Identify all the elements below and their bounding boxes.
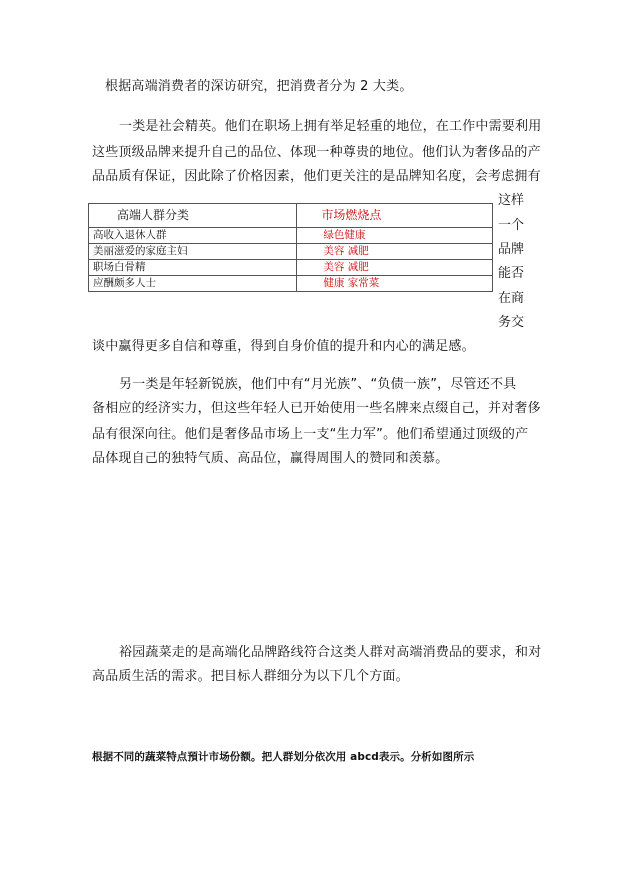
intro-text: 根据高端消费者的深访研究，把消费者分为 2 大类。 <box>105 79 413 94</box>
side-text-1: 这样 <box>498 193 525 208</box>
footer-note: 根据不同的蔬菜特点預计市场份额。把人群划分依次用 abcd表示。分析如图所示 <box>92 751 475 763</box>
table-cell-segment: 职场白骨精 <box>89 260 297 276</box>
table-row <box>89 276 493 292</box>
para3-line-1: 裕园蔬菜走的是高端化品牌路线符合这类人群对高端消费品的要求，和对 <box>119 645 542 660</box>
table-header-hotspot: 市场燃烧点 <box>297 204 493 228</box>
para2-line-2: 备相应的经济实力，但这些年轻人已开始使用一些名牌来点缀自己，并对奢侈 <box>92 401 541 416</box>
side-text-4: 能否 <box>498 266 525 281</box>
table-header-segment: 高端人群分类 <box>89 204 297 228</box>
para3-line-2: 高品质生活的需求。把目标人群细分为以下几个方面。 <box>92 669 409 684</box>
para2-line-3: 品有很深向往。他们是奢侈品市场上一支“生力军”。他们希望通过顶级的产 <box>92 427 529 442</box>
table-cell-segment: 美丽滋爱的家庭主妇 <box>89 244 297 260</box>
table-header-row <box>89 204 493 228</box>
side-text-5: 在商 <box>498 291 525 306</box>
table-cell-segment: 应酬颇多人士 <box>89 276 297 292</box>
side-text-3: 品牌 <box>498 242 525 257</box>
side-text-2: 一个 <box>498 218 525 233</box>
table-cell-hotspot: 美容 减肥 <box>297 244 493 260</box>
table-cell-hotspot: 绿色健康 <box>297 228 493 244</box>
table-row <box>89 260 493 276</box>
para1-line-3: 品品质有保证，因此除了价格因素，他们更关注的是品牌知名度，会考虑拥有 <box>92 169 541 184</box>
para1-line-1: 一类是社会精英。他们在职场上拥有举足轻重的地位，在工作中需要利用 <box>119 119 542 134</box>
table-cell-hotspot: 健康 家常菜 <box>297 276 493 292</box>
table-cell-segment: 高收入退休人群 <box>89 228 297 244</box>
para1-line-2: 这些顶级品牌来提升自己的品位、体现一种尊贵的地位。他们认为奢侈品的产 <box>92 145 541 160</box>
para2-line-1: 另一类是年轻新锐族，他们中有“月光族”、“负债一族”，尽管还不具 <box>119 377 517 392</box>
side-text-6: 务交 <box>498 315 525 330</box>
para1-closing: 谈中赢得更多自信和尊重，得到自身价值的提升和内心的满足感。 <box>92 339 475 354</box>
segment-table <box>88 203 493 292</box>
table-row <box>89 228 493 244</box>
para2-line-4: 品体现自己的独特气质、高品位，赢得周围人的赞同和羡慕。 <box>92 451 449 466</box>
table-cell-hotspot: 美容 减肥 <box>297 260 493 276</box>
table-row <box>89 244 493 260</box>
